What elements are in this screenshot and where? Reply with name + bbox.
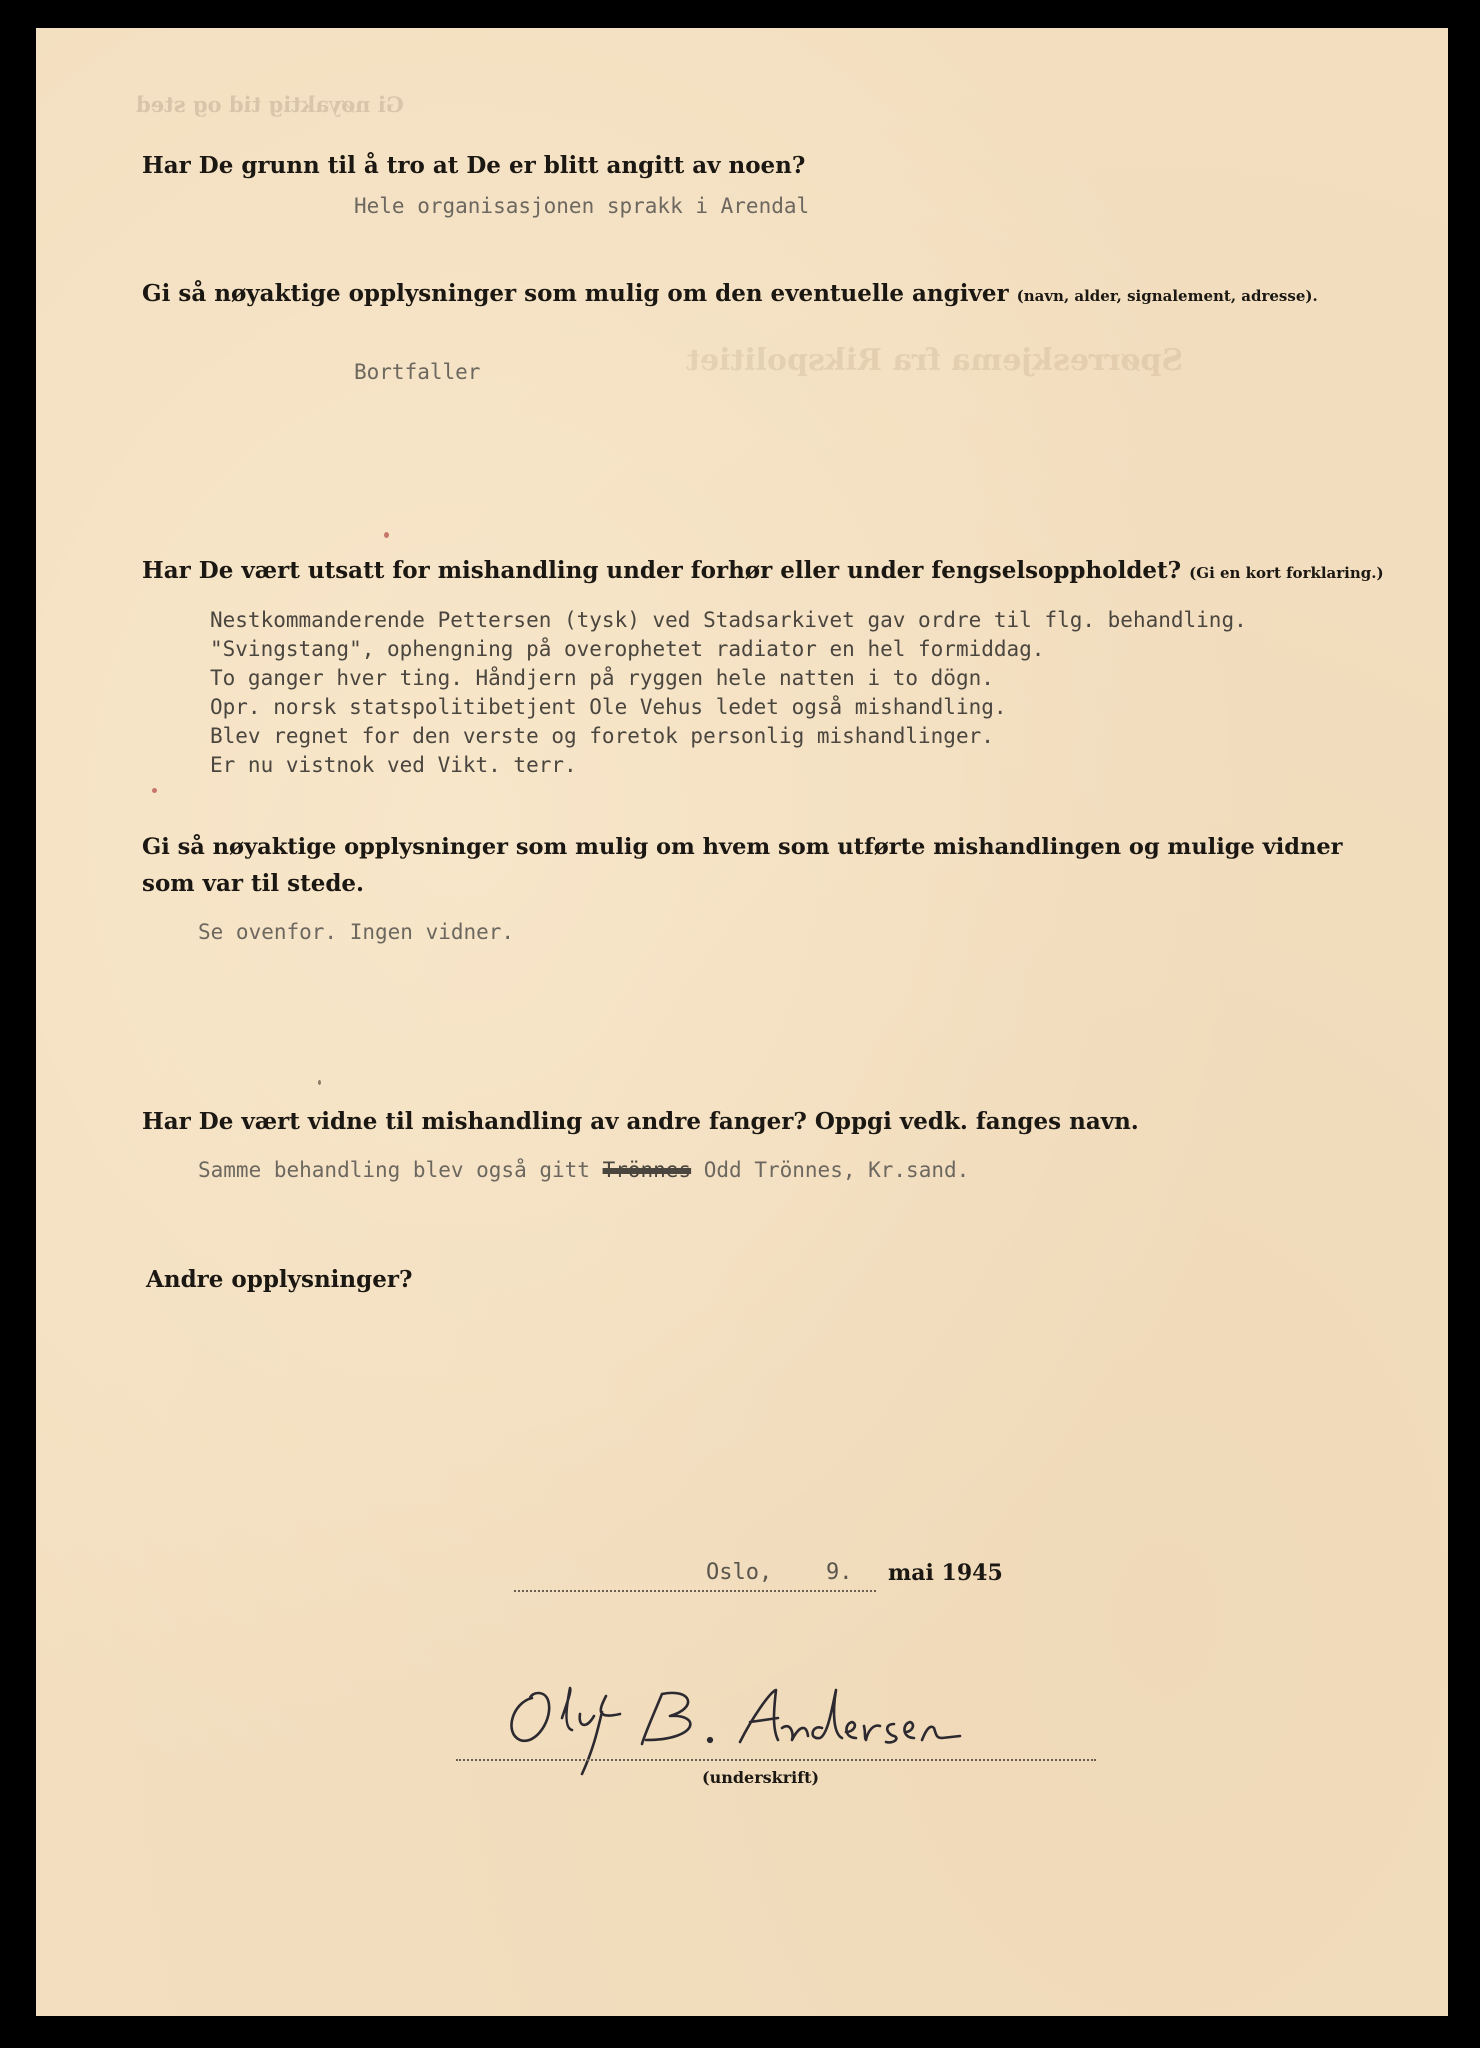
question-informer-main: Gi så nøyaktige opplysninger som mulig om den eventuelle angiver: [142, 280, 1009, 307]
signature-dotted-line: [456, 1759, 1096, 1761]
answer-mistreatment-line: Nestkommanderende Pettersen (tysk) ved Stadsarkivet gav ordre til flg. behandling.: [210, 608, 1247, 632]
answer-mistreatment-line: Opr. norsk statspolitibetjent Ole Vehus ledet også mishandling.: [210, 695, 1007, 719]
question-mistreatment: [142, 557, 1384, 584]
document-page: [36, 28, 1448, 2016]
answer-witness: [198, 1156, 969, 1185]
bleed-through-top: Gi nøyaktig tid og sted: [136, 92, 404, 117]
question-perpetrators-line2: som var til stede.: [142, 870, 365, 897]
ink-speck: [318, 1080, 321, 1085]
question-perpetrators-line1: Gi så nøyaktige opplysninger som mulig om hvem som utførte mishandlingen og mulige vidner: [142, 834, 1343, 860]
answer-mistreatment-line: Er nu vistnok ved Vikt. terr.: [210, 753, 577, 777]
question-other-info: Andre opplysninger?: [146, 1266, 413, 1293]
answer-witness-name: Odd Trönnes, Kr.sand.: [703, 1158, 970, 1182]
question-informer-note: (navn, alder, signalement, adresse).: [1016, 287, 1318, 305]
question-denounced: Har De grunn til å tro at De er blitt angitt av noen?: [142, 152, 806, 179]
question-mistreatment-main: Har De vært utsatt for mishandling under forhør eller under fengselsoppholdet?: [142, 557, 1182, 584]
answer-denounced: Hele organisasjonen sprakk i Arendal: [354, 194, 810, 218]
answer-witness-struck: Trönnes: [602, 1158, 692, 1182]
answer-mistreatment-line: "Svingstang", ophengning på overophetet radiator en hel formiddag.: [210, 637, 1045, 661]
date-dotted-line: [514, 1590, 876, 1592]
answer-mistreatment-line: Blev regnet for den verste og foretok personlig mishandlinger.: [210, 724, 994, 748]
date-day: 9.: [826, 1560, 853, 1585]
question-mistreatment-note: (Gi en kort forklaring.): [1189, 564, 1384, 582]
ink-speck: [384, 532, 389, 538]
question-witness: Har De vært vidne til mishandling av andre fanger? Oppgi vedk. fanges navn.: [142, 1108, 1139, 1135]
bleed-through-center: Spørreskjema fra Rikspolitiet: [686, 343, 1184, 378]
answer-informer: Bortfaller: [354, 360, 481, 384]
date-place: Oslo,: [706, 1560, 773, 1585]
question-informer-details: [142, 280, 1318, 307]
date-month-year: mai 1945: [888, 1560, 1003, 1586]
signature-caption: (underskrift): [702, 1768, 820, 1787]
answer-perpetrators: Se ovenfor. Ingen vidner.: [198, 920, 515, 944]
answer-mistreatment-line: To ganger hver ting. Håndjern på ryggen hele natten i to dögn.: [210, 666, 994, 690]
answer-witness-text: Samme behandling blev også gitt: [198, 1158, 590, 1182]
ink-speck: [152, 788, 157, 793]
